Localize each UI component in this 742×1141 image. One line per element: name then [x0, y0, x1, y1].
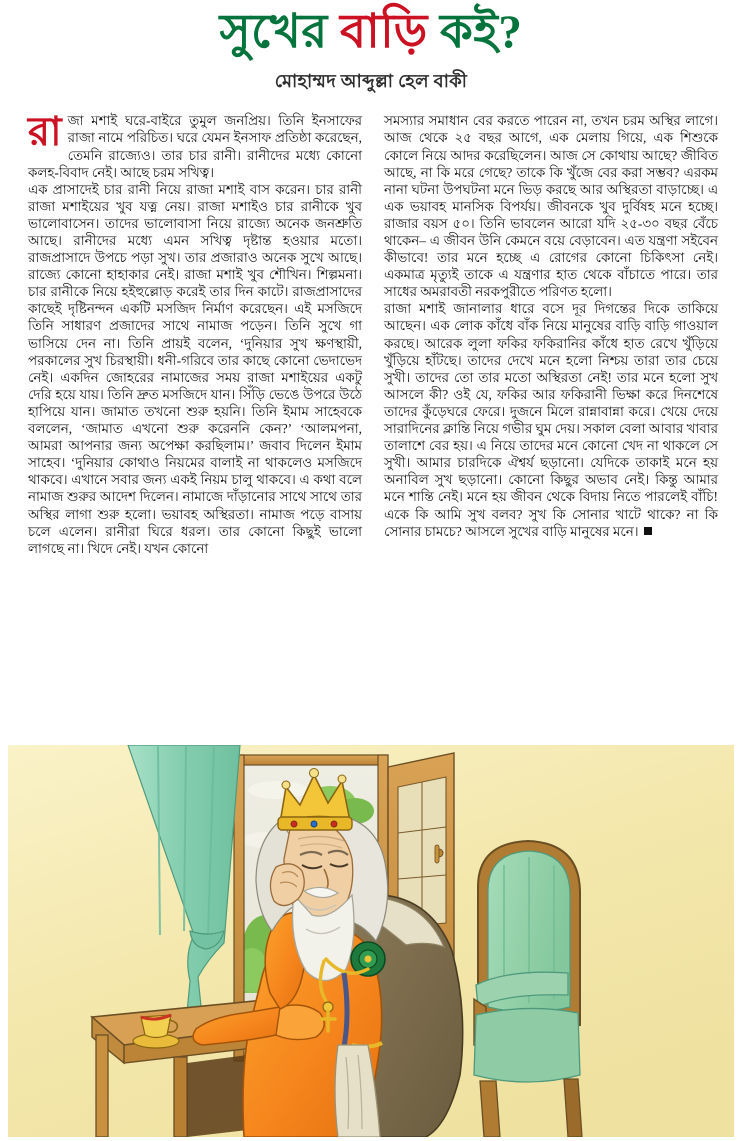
paragraph	[384, 300, 718, 539]
headline-word-2: বাড়ি	[340, 6, 428, 58]
paragraph-text: সমস্যার সমাধান বের করতে পারেন না, তখন চরম অস্থির লাগে। আজ থেকে ২৫ বছর আগে, এক মেলায় গিয়ে, এক শিশুকে কোলে নিয়ে আদর করেছিলেন। আজ সে কোথায় আছে? জীবিত আছে, না কি মরে গেছে? তাকে কি খুঁজে বের করা সম্ভব? এরকম নানা ঘটনা উপঘটনা মনে ভিড় করছে আর অস্থিরতা বাড়াচ্ছে। এ এক ভয়াবহ মানসিক বিপর্যয়। জীবনকে খুব দুর্বিষহ মনে হচ্ছে। রাজার বয়স ৫০। তিনি ভাবলেন আরো যদি ২৫-৩০ বছর বেঁচে থাকেন– এ জীবন উনি কেমনে বয়ে বেড়াবেন। এত যন্ত্রণা সইবেন কীভাবে! তার মনে হচ্ছে এ রোগের কোনো চিকিৎসা নেই। একমাত্র মৃত্যুই তাকে এ যন্ত্রণার হাত থেকে বাঁচাতে পারে। তার সাধের অমরাবতী নরকপুরীতে পরিণত হলো।	[384, 113, 718, 300]
king-scene-svg	[8, 745, 734, 1137]
king-hand-right	[276, 1005, 324, 1040]
paragraph	[28, 181, 362, 557]
article-illustration	[8, 745, 734, 1137]
paragraph-text: এক প্রাসাদেই চার রানী নিয়ে রাজা মশাই বাস করেন। চার রানী রাজা মশাইয়ের খুব যত্ন নেয়। রাজা মশাইও চার রানীকে খুব ভালোবাসেন। তাদের ভালোবাসা নিয়ে রাজ্যে অনেক জনশ্রুতি আছে। রানীদের মধ্যে এমন সখিত্ব দৃষ্টান্ত হওয়ার মতো। রাজপ্রাসাদে উপচে পড়া সুখ। তার প্রজারাও অনেক সুখে আছে। রাজ্যে কোনো হাহাকার নেই। রাজা মশাই খুব শৌখিন। শিল্পমনা। চার রানীকে নিয়ে হইহুল্লোড় করেই তার দিন কাটে। রাজপ্রাসাদের কাছেই দৃষ্টিনন্দন একটি মসজিদ নির্মাণ করেছেন। এই মসজিদে তিনি সাধারণ প্রজাদের সাথে নামাজ পড়েন। তিনি সুখে গা ভাসিয়ে দেন না। তিনি প্রায়ই বলেন, ‘দুনিয়ার সুখ ক্ষণস্থায়ী, পরকালের সুখ চিরস্থায়ী। ধনী-গরিবে তার কাছে কোনো ভেদাভেদ নেই। একদিন জোহরের নামাজের সময় রাজা মশাইয়ের একটু দেরি হয়ে যায়। তিনি দ্রুত মসজিদে যান। সিঁড়ি ভেঙে উপরে উঠে হাপিয়ে যান। জামাত তখনো শুরু হয়নি। তিনি ইমাম সাহেবকে বললেন, ‘জামাত এখনো শুরু করেননি কেন?’ ‘আলমপনা, আমরা আপনার জন্য অপেক্ষা করছিলাম।’ জবাব দিলেন ইমাম সাহেব। ‘দুনিয়ার কোথাও নিয়মের বালাই না থাকলেও মসজিদে থাকবে। এখানে সবার জন্য একই নিয়ম চালু থাকবে। এ কথা বলে নামাজ শুরুর আদেশ দিলেন। নামাজে দাঁড়ানোর সাথে সাথে তার অস্থির লাগা শুরু হলো। ভয়াবহ অস্থিরতা। নামাজ পড়ে বাসায় চলে এলেন। রানীরা ঘিরে ধরল। তার কোনো কিছুই ভালো লাগছে না। খিদে নেই। যখন কোনো	[28, 181, 362, 556]
article-header	[0, 0, 742, 100]
headline-word-1: সুখের	[219, 6, 328, 58]
column-left	[28, 109, 362, 556]
end-of-article-mark	[644, 527, 652, 535]
drop-cap: রা	[28, 109, 62, 155]
column-right	[384, 112, 718, 539]
paragraph-text: জা মশাই ঘরে-বাইরে তুমুল জনপ্রিয়। তিনি ইনসাফের রাজা নামে পরিচিত। ঘরে যেমন ইনসাফ প্রতিষ্ঠা করেছেন, তেমনি রাজ্যেও। তার চার রানী। রানীদের মধ্যে কোনো কলহ-বিবাদ নেই। আছে চরম সখিত্ব।	[28, 113, 362, 180]
article-body	[0, 100, 742, 556]
author-byline: মোহাম্মদ আব্দুল্লা হেল বাকী	[274, 71, 468, 92]
paragraph-text: রাজা মশাই জানালার ধারে বসে দূর দিগন্তের দিকে তাকিয়ে আছেন। এক লোক কাঁধে বাঁক নিয়ে মানুষের বাড়ি বাড়ি গাওয়াল করছে। আরেক লুলা ফকির ফকিরানির কাঁধে হাত রেখে খুঁড়িয়ে খুঁড়িয়ে হাঁটছে। তাদের দেখে মনে হলো নিশ্চয় তারা তার চেয়ে সুখী। তাদের তো তার মতো অস্থিরতা নেই! তার মনে হলো সুখ আসলে কী? ওই যে, ফকির আর ফকিরানী ভিক্ষা করে দিনশেষে তাদের কুঁড়েঘরে ফেরে। দুজনে মিলে রান্নাবান্না করে। খেয়ে দেয়ে সারাদিনের ক্লান্তি নিয়ে গভীর ঘুম দেয়। সকাল বেলা আবার খাবার তালাশে বের হয়। এ নিয়ে তাদের মনে কোনো খেদ না থাকলে সে সুখী। আমার চারদিকে ঐশ্বর্য ছড়ানো। যেদিকে তাকাই মনে হয় অনাবিল সুখ ছড়ানো। কোনো কিছুর অভাব নেই। কিন্তু আমার মনে শান্তি নেই। মনে হয় জীবন থেকে বিদায় নিতে পারলেই বাঁচি! একে কি আমি সুখ বলব? সুখ কি সোনার খাটে থাকে? না কি সোনার চামচে? আসলে সুখের বাড়ি মানুষের মনে।	[384, 301, 718, 539]
page-title	[20, 8, 722, 57]
paragraph	[384, 112, 718, 300]
paragraph	[28, 109, 362, 180]
headline-word-3: কই?	[440, 6, 523, 58]
